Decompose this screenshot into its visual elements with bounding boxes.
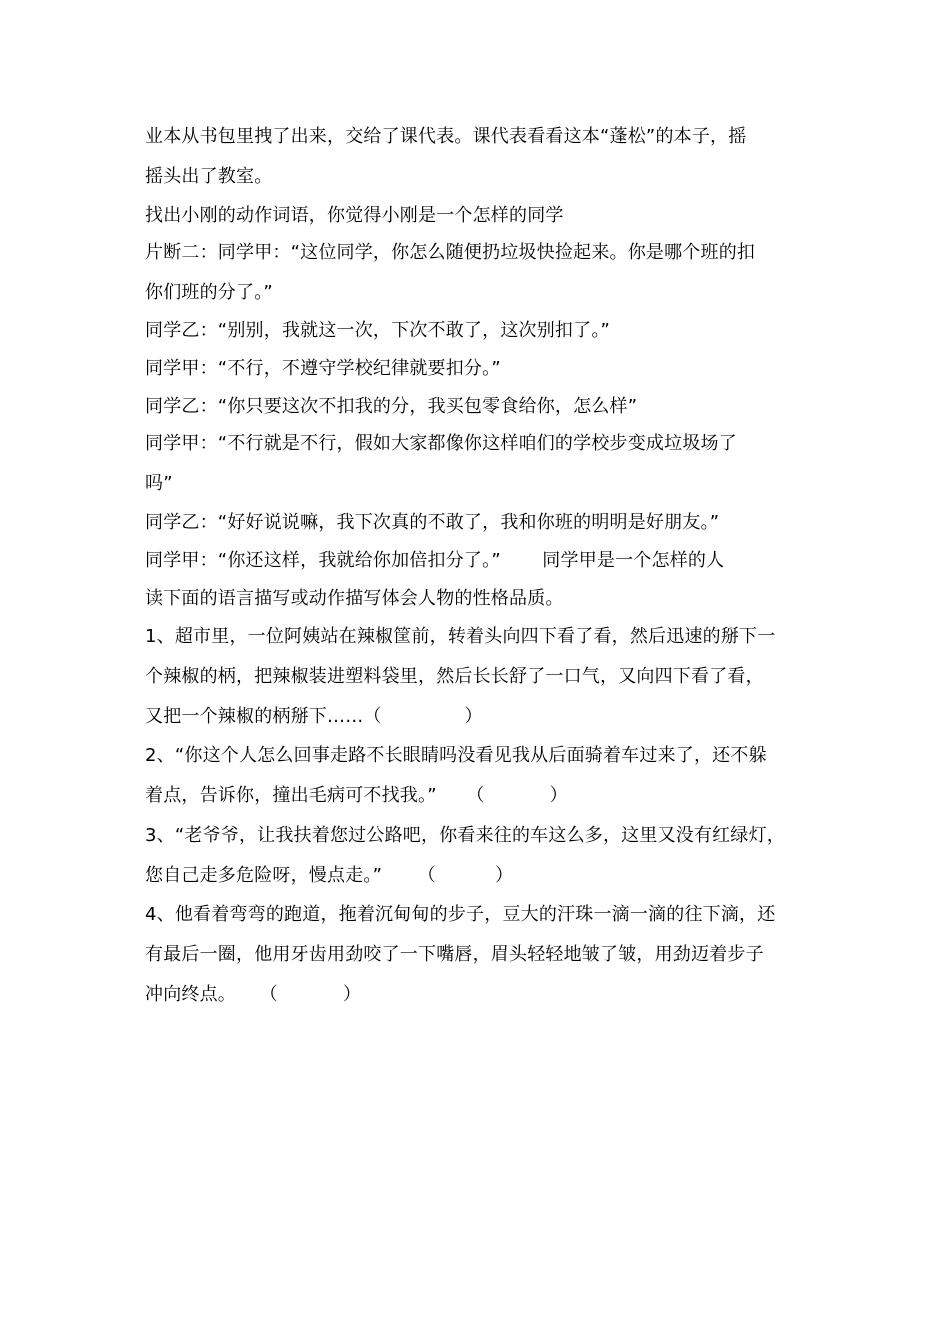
text-line: 片断二：同学甲：“这位同学，你怎么随便扔垃圾快捡起来。你是哪个班的扣 <box>145 242 756 263</box>
text-line: 摇头出了教室。 <box>145 166 273 187</box>
text-line: 同学乙：“别别，我就这一次，下次不敢了，这次别扣了。” <box>145 320 611 341</box>
text-line: 1、超市里，一位阿姨站在辣椒筐前，转着头向四下看了看，然后迅速的掰下一 <box>145 626 776 647</box>
text-line: 着点，告诉你，撞出毛病可不找我。” （ ） <box>145 785 568 806</box>
text-line: 同学甲：“不行就是不行，假如大家都像你这样咱们的学校步变成垃圾场了 <box>145 433 737 454</box>
text-line: 吗” <box>145 473 173 494</box>
text-line: 找出小刚的动作词语，你觉得小刚是一个怎样的同学 <box>145 205 564 226</box>
text-line: 同学甲：“不行，不遵守学校纪律就要扣分。” <box>145 358 501 379</box>
text-line: 有最后一圈，他用牙齿用劲咬了一下嘴唇，眉头轻轻地皱了皱，用劲迈着步子 <box>145 944 764 965</box>
text-line: 又把一个辣椒的柄掰下……（ ） <box>145 706 483 727</box>
text-line: 你们班的分了。” <box>145 282 273 303</box>
text-line: 4、他看着弯弯的跑道，拖着沉甸甸的步子，豆大的汗珠一滴一滴的往下滴，还 <box>145 904 776 925</box>
text-line: 冲向终点。 （ ） <box>145 984 362 1005</box>
text-line: 个辣椒的柄，把辣椒装进塑料袋里，然后长长舒了一口气，又向四下看了看， <box>145 666 764 687</box>
text-line: 3、“老爷爷，让我扶着您过公路吧，你看来往的车这么多，这里又没有红绿灯， <box>145 825 785 846</box>
text-line: 同学乙：“你只要这次不扣我的分，我买包零食给你，怎么样” <box>145 396 638 417</box>
text-line: 您自己走多危险呀，慢点走。” （ ） <box>145 865 514 886</box>
text-line: 读下面的语言描写或动作描写体会人物的性格品质。 <box>145 588 564 609</box>
text-line: 业本从书包里拽了出来，交给了课代表。课代表看看这本“蓬松”的本子，摇 <box>145 126 747 147</box>
text-line: 2、“你这个人怎么回事走路不长眼睛吗没看见我从后面骑着车过来了，还不躲 <box>145 745 767 766</box>
text-line: 同学甲：“你还这样，我就给你加倍扣分了。” 同学甲是一个怎样的人 <box>145 550 725 571</box>
text-line: 同学乙：“好好说说嘛，我下次真的不敢了，我和你班的明明是好朋友。” <box>145 512 720 533</box>
